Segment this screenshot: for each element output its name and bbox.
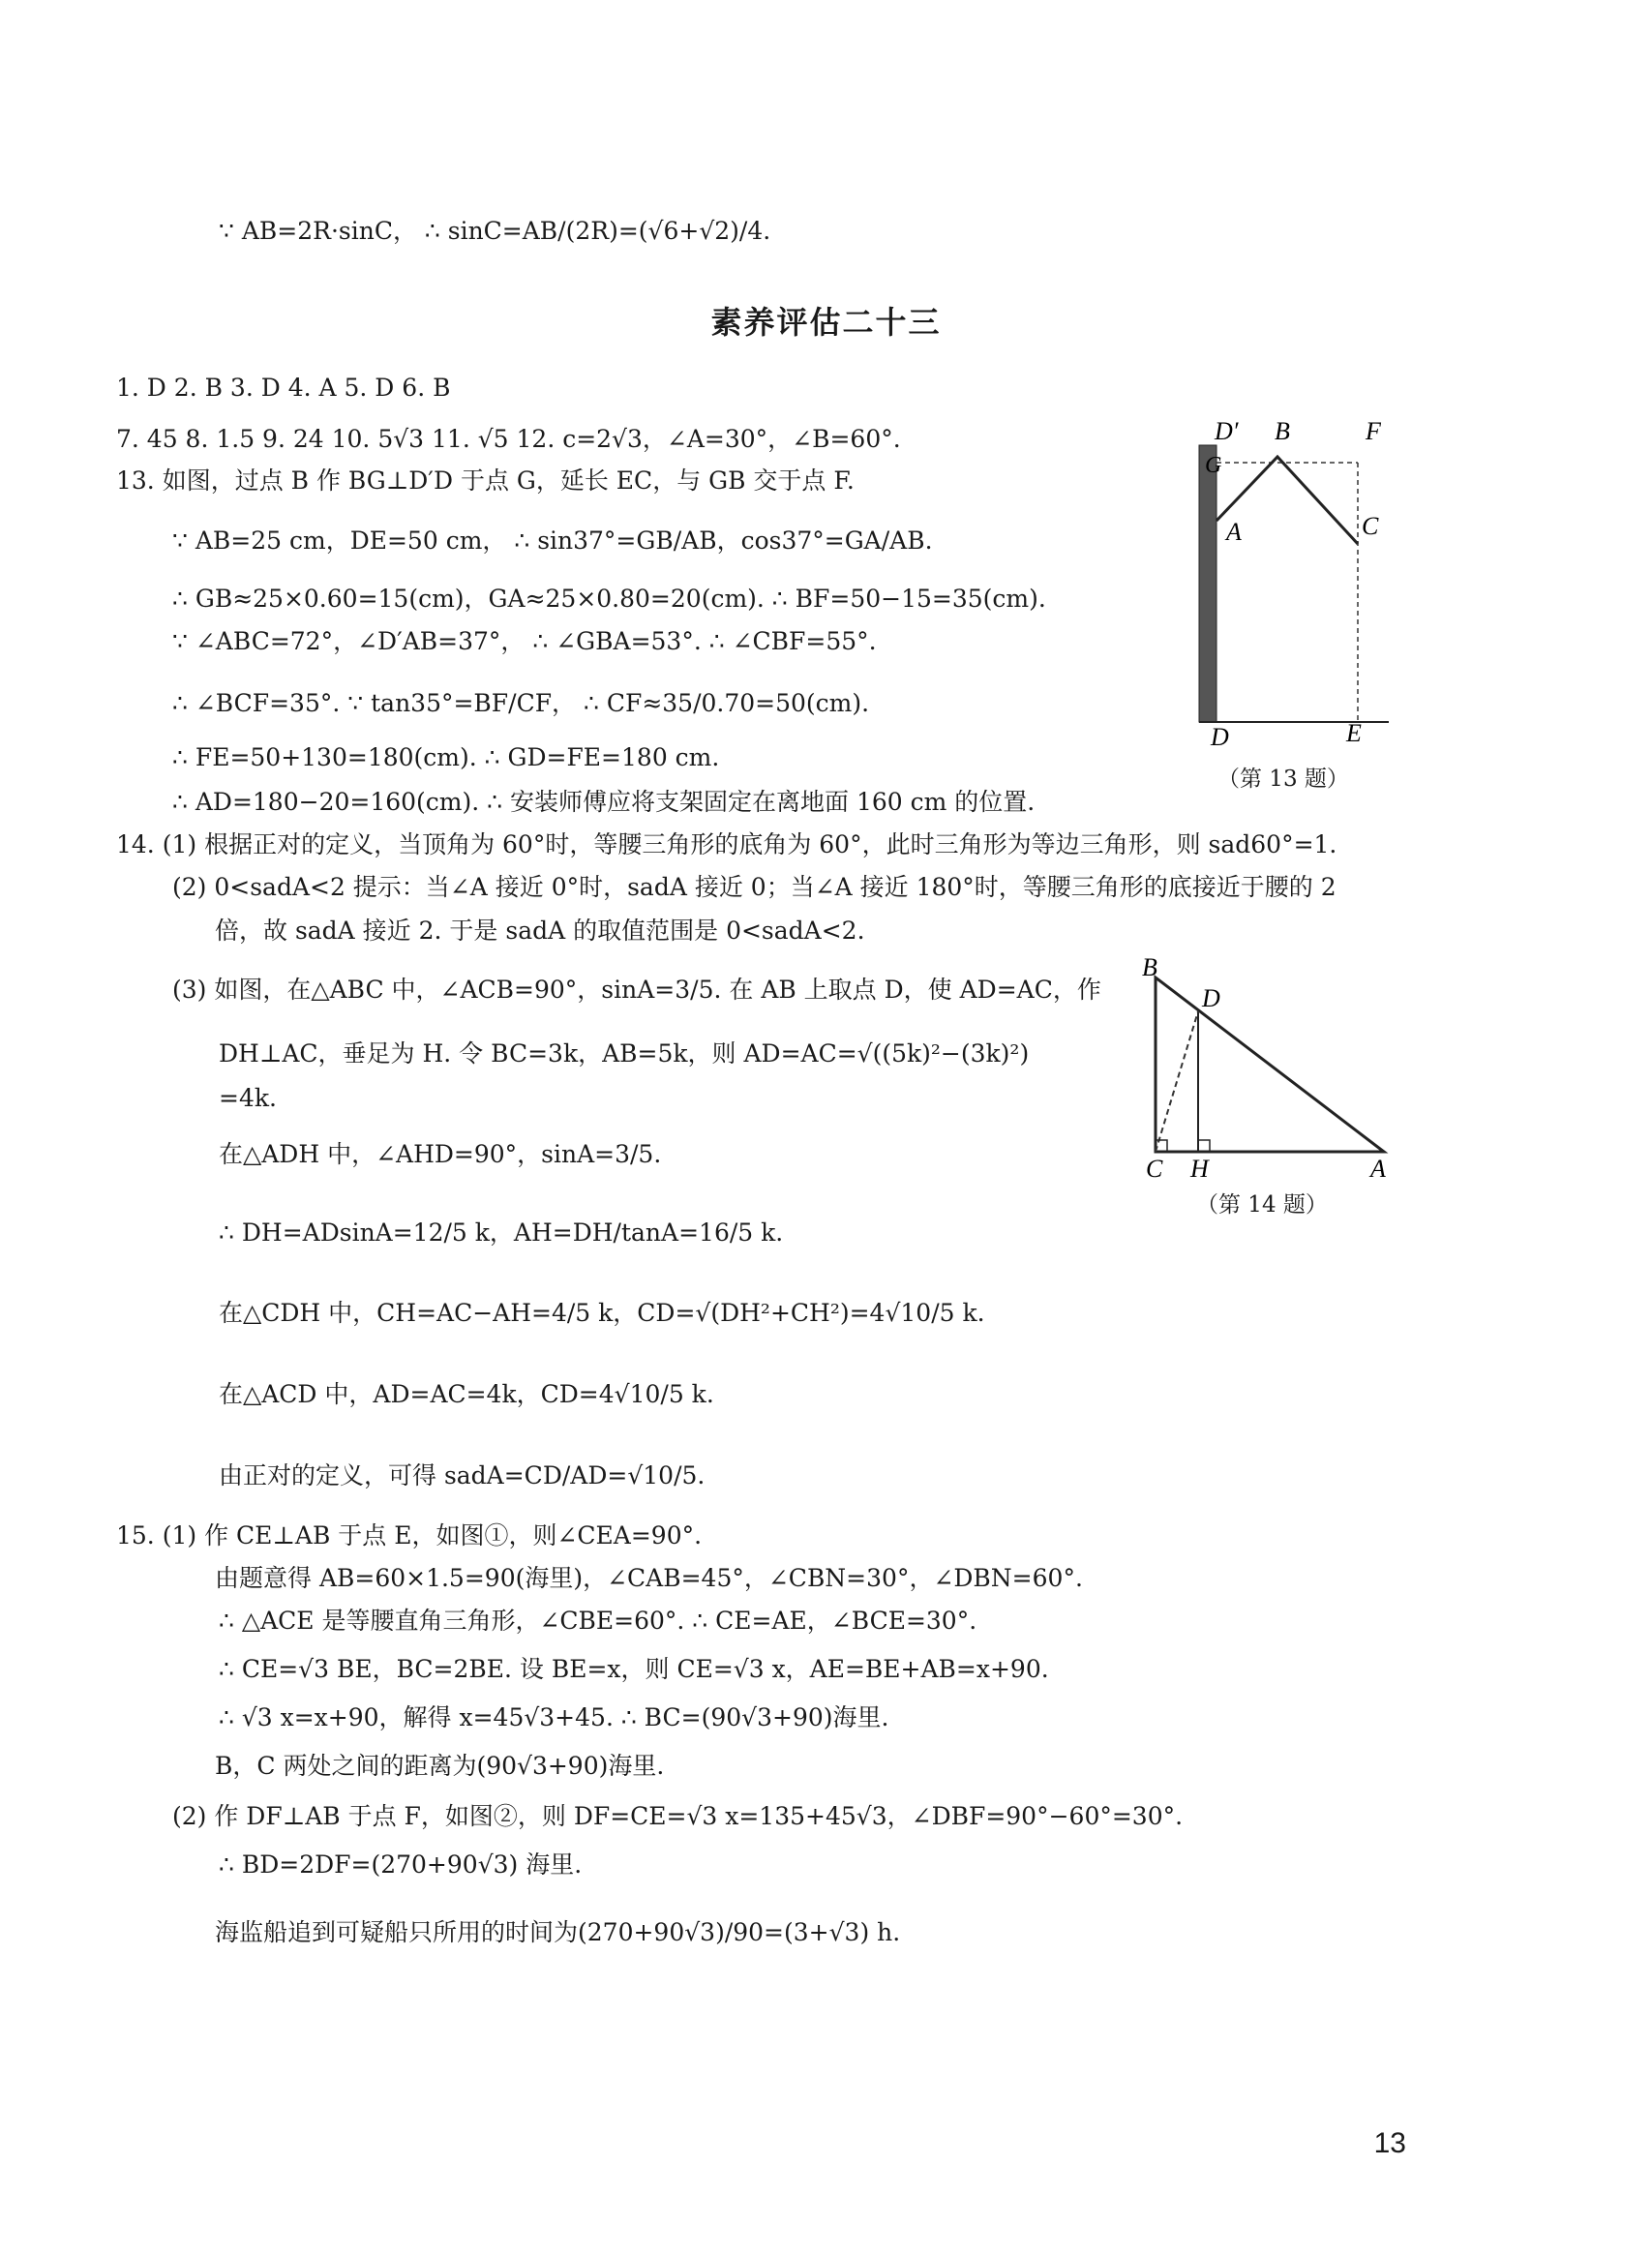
page-number: 13 bbox=[1373, 2127, 1406, 2159]
q14-line: 在△ACD 中，AD=AC=4k，CD=4√10/5 k. bbox=[219, 1380, 714, 1408]
fig14-cd-dashed bbox=[1156, 1011, 1198, 1152]
q14-line: 在△CDH 中，CH=AC−AH=4/5 k，CD=√(DH²+CH²)=4√10/5 k. bbox=[219, 1299, 985, 1327]
q15-line: B，C 两处之间的距离为(90√3+90)海里. bbox=[215, 1752, 665, 1780]
q13-line: ∵ ∠ABC=72°，∠D′AB=37°， ∴ ∠GBA=53°. ∴ ∠CBF=55°. bbox=[172, 627, 877, 655]
fig14-label-D: D bbox=[1202, 984, 1220, 1012]
fig13-label-G: G bbox=[1205, 453, 1222, 478]
q13-line: ∵ AB=25 cm，DE=50 cm， ∴ sin37°=GB/AB，cos37°=GA/AB. bbox=[172, 526, 933, 555]
q14-line: (2) 0<sadA<2 提示：当∠A 接近 0°时，sadA 接近 0；当∠A 接近 180°时，等腰三角形的底接近于腰的 2 bbox=[172, 873, 1337, 901]
fig14-triangle bbox=[1156, 978, 1384, 1152]
q15-line: 由题意得 AB=60×1.5=90(海里)，∠CAB=45°，∠CBN=30°，∠DBN=60°. bbox=[215, 1564, 1083, 1592]
fig13-label-Dp: D′ bbox=[1215, 417, 1239, 445]
q15-line: ∴ √3 x=x+90，解得 x=45√3+45. ∴ BC=(90√3+90)海里. bbox=[219, 1703, 889, 1731]
q14-line: 14. (1) 根据正对的定义，当顶角为 60°时，等腰三角形的底角为 60°，此时三角形为等边三角形，则 sad60°=1. bbox=[116, 830, 1337, 858]
fig14-label-C: C bbox=[1146, 1155, 1163, 1181]
q15-line: 海监船追到可疑船只所用的时间为(270+90√3)/90=(3+√3) h. bbox=[215, 1918, 901, 1946]
q14-line: DH⊥AC，垂足为 H. 令 BC=3k，AB=5k，则 AD=AC=√((5k)²−(3k)²) bbox=[219, 1039, 1030, 1068]
q14-line: ∴ DH=ADsinA=12/5 k，AH=DH/tanA=16/5 k. bbox=[219, 1218, 784, 1247]
section-title: 素养评估二十三 bbox=[710, 304, 942, 341]
fig13-label-A: A bbox=[1226, 518, 1242, 546]
fig13-caption: （第 13 题） bbox=[1217, 767, 1349, 792]
fig14-label-A: A bbox=[1370, 1155, 1386, 1181]
fig13-label-F: F bbox=[1366, 417, 1381, 445]
q15-line: (2) 作 DF⊥AB 于点 F，如图②，则 DF=CE=√3 x=135+45√3，∠DBF=90°−60°=30°. bbox=[172, 1802, 1184, 1830]
fig13-wall bbox=[1199, 445, 1216, 722]
figure-13 bbox=[1186, 416, 1418, 745]
q14-line: 倍，故 sadA 接近 2. 于是 sadA 的取值范围是 0<sadA<2. bbox=[215, 917, 865, 945]
q13-line: ∴ FE=50+130=180(cm). ∴ GD=FE=180 cm. bbox=[172, 743, 720, 771]
fig13-label-D: D bbox=[1211, 723, 1229, 745]
q15-line: 15. (1) 作 CE⊥AB 于点 E，如图①，则∠CEA=90°. bbox=[116, 1521, 703, 1549]
fig14-right-angle-c bbox=[1156, 1140, 1167, 1152]
figure-14 bbox=[1142, 958, 1403, 1181]
q14-line: 在△ADH 中，∠AHD=90°，sinA=3/5. bbox=[219, 1140, 662, 1168]
q13-line: 13. 如图，过点 B 作 BG⊥D′D 于点 G，延长 EC，与 GB 交于点 F. bbox=[116, 466, 855, 495]
top-line: ∵ AB=2R·sinC， ∴ sinC=AB/(2R)=(√6+√2)/4. bbox=[219, 217, 771, 245]
q14-line: =4k. bbox=[219, 1084, 277, 1112]
fig14-caption: （第 14 题） bbox=[1196, 1192, 1328, 1218]
q15-line: ∴ BD=2DF=(270+90√3) 海里. bbox=[219, 1850, 583, 1879]
fig13-label-E: E bbox=[1346, 719, 1362, 745]
q15-line: ∴ △ACE 是等腰直角三角形，∠CBE=60°. ∴ CE=AE，∠BCE=30°. bbox=[219, 1607, 977, 1635]
q13-line: ∴ ∠BCF=35°. ∵ tan35°=BF/CF， ∴ CF≈35/0.70=50(cm). bbox=[172, 689, 870, 717]
fig13-label-B: B bbox=[1275, 417, 1290, 445]
fig14-label-H: H bbox=[1190, 1155, 1209, 1181]
q13-line: ∴ GB≈25×0.60=15(cm)，GA≈25×0.80=20(cm). ∴ BF=50−15=35(cm). bbox=[172, 585, 1046, 613]
fig14-label-B: B bbox=[1142, 958, 1157, 981]
q13-line: ∴ AD=180−20=160(cm). ∴ 安装师傅应将支架固定在离地面 160 cm 的位置. bbox=[172, 788, 1036, 816]
answers-row-2: 7. 45 8. 1.5 9. 24 10. 5√3 11. √5 12. c=2√3，∠A=30°，∠B=60°. bbox=[116, 425, 901, 453]
fig13-label-C: C bbox=[1362, 512, 1379, 540]
answers-row-1: 1. D 2. B 3. D 4. A 5. D 6. B bbox=[116, 374, 451, 402]
q15-line: ∴ CE=√3 BE，BC=2BE. 设 BE=x，则 CE=√3 x，AE=BE+AB=x+90. bbox=[219, 1655, 1049, 1683]
fig14-right-angle-h bbox=[1198, 1140, 1210, 1152]
q14-line: (3) 如图，在△ABC 中，∠ACB=90°，sinA=3/5. 在 AB 上取点 D，使 AD=AC，作 bbox=[172, 976, 1101, 1004]
q14-line: 由正对的定义，可得 sadA=CD/AD=√10/5. bbox=[219, 1461, 706, 1489]
